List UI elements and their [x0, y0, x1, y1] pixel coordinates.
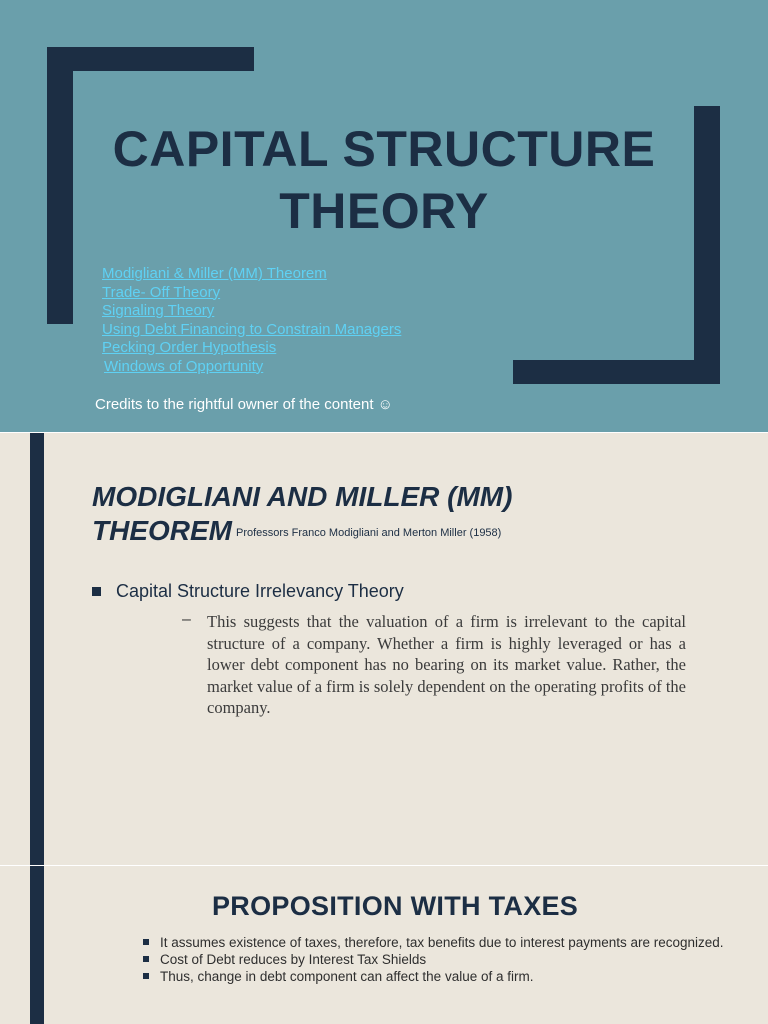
left-accent-bar [30, 433, 44, 865]
bullet-item [92, 581, 404, 602]
slide-title-line-1: CAPITAL STRUCTURE [112, 121, 656, 177]
topic-link-pecking-order[interactable]: Pecking Order Hypothesis [102, 339, 277, 356]
frame-top-left-horizontal [47, 47, 254, 71]
slide-heading [92, 480, 512, 550]
mm-theorem-slide [0, 433, 768, 865]
slide-heading-line-1: MODIGLIANI AND MILLER (MM) [92, 481, 513, 512]
topic-link-debt-financing[interactable]: Using Debt Financing to Constrain Managers [102, 320, 402, 338]
topic-links [102, 265, 401, 376]
bullet-list [140, 934, 740, 985]
slide-heading-line-2: THEOREM [92, 515, 232, 546]
topic-link-signaling[interactable]: Signaling Theory [102, 302, 215, 319]
taxes-slide [0, 866, 768, 1024]
dash-bullet: – [182, 611, 191, 628]
slide-heading: PROPOSITION WITH TAXES [212, 891, 579, 921]
body-paragraph: This suggests that the valuation of a firm is irrelevant to the capital structure of a company. Whether a firm is highly leveraged or has a lower debt component has no bearing on its market value. Rather, the market value of a firm is solely dependent on the operating profits of the company. [207, 612, 686, 717]
topic-link-windows[interactable]: Windows of Opportunity [104, 357, 264, 375]
credits-text: Credits to the rightful owner of the content ☺ [95, 396, 393, 413]
bullet-text: Capital Structure Irrelevancy Theory [116, 581, 404, 601]
list-item: Cost of Debt reduces by Interest Tax Shields [140, 951, 740, 968]
slide-title-line-2: THEORY [279, 183, 489, 239]
frame-bottom-right-horizontal [513, 360, 720, 384]
list-item: It assumes existence of taxes, therefore, tax benefits due to interest payments are recognized. [140, 934, 740, 951]
square-bullet-icon [92, 587, 101, 596]
list-item: Thus, change in debt component can affect the value of a firm. [140, 968, 740, 985]
topic-link-trade-off[interactable]: Trade- Off Theory [102, 283, 221, 301]
slide-title [0, 118, 768, 242]
left-accent-bar [30, 866, 44, 1024]
title-slide [0, 0, 768, 432]
heading-credit: Professors Franco Modigliani and Merton Miller (1958) [236, 527, 502, 539]
topic-link-mm-theorem[interactable]: Modigliani & Miller (MM) Theorem [102, 265, 327, 282]
